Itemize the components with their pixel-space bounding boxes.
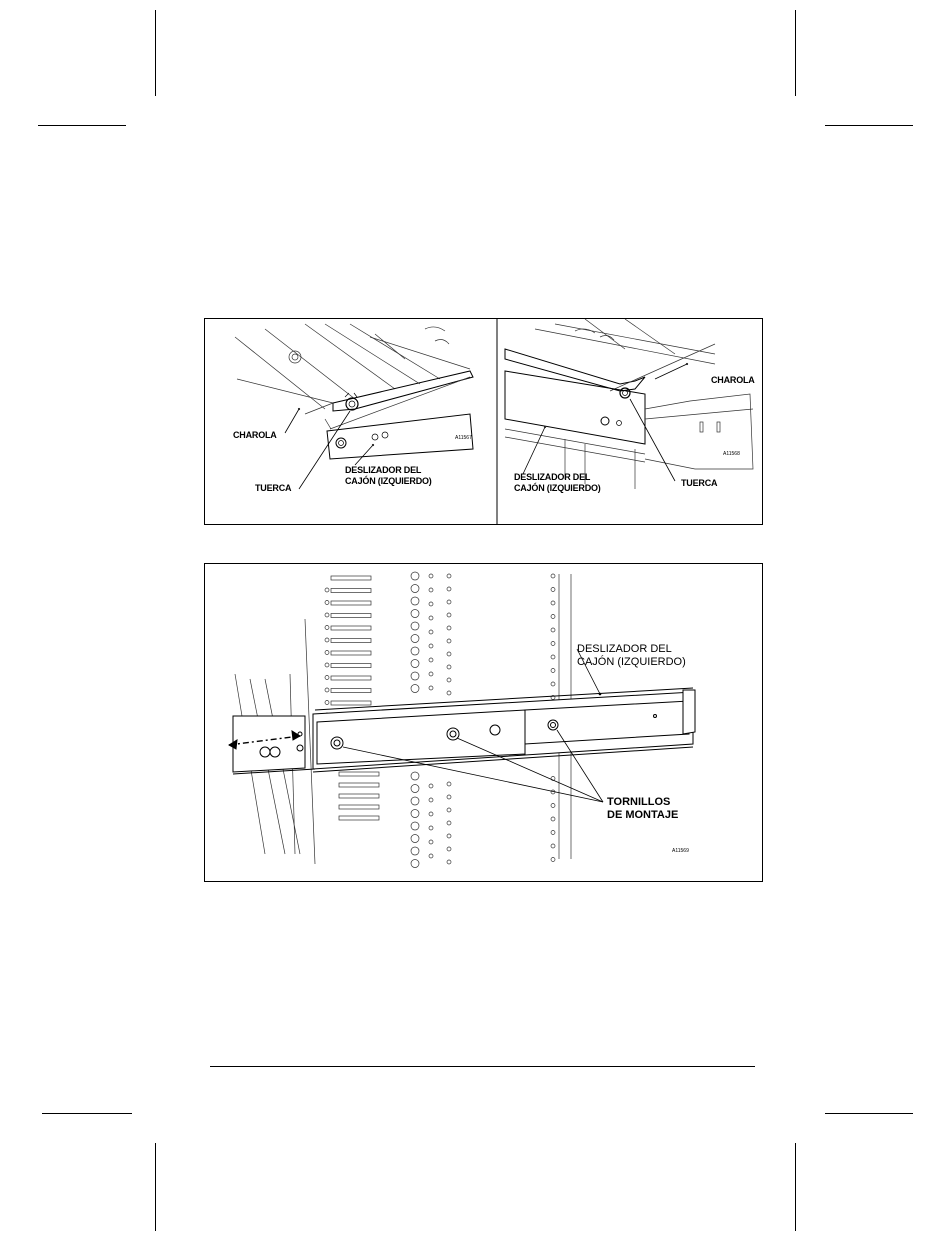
figure-bottom [204, 563, 763, 882]
crop-mark-bottom-right-horizontal [825, 1113, 913, 1114]
crop-mark-bottom-left-horizontal [42, 1113, 132, 1114]
label-left-slide-line2: CAJÓN (IZQUIERDO) [345, 476, 432, 486]
figure-code-left: A11567 [455, 435, 472, 441]
label-bottom-screws-line1: TORNILLOS [607, 796, 671, 808]
label-right-slide-line1: DESLIZADOR DEL [514, 472, 591, 482]
label-left-slide-line1: DESLIZADOR DEL [345, 465, 422, 475]
label-right-tray: CHAROLA [711, 375, 755, 385]
crop-mark-top-right-vertical [795, 10, 796, 96]
label-left-tray: CHAROLA [233, 430, 277, 440]
figure-code-right: A11568 [723, 451, 740, 457]
figure-bottom-drawing [205, 564, 762, 881]
label-bottom-slide-line2: CAJÓN (IZQUIERDO) [577, 656, 686, 668]
crop-mark-top-left-horizontal [38, 125, 126, 126]
crop-mark-bottom-left-vertical [155, 1143, 156, 1231]
label-bottom-slide-line1: DESLIZADOR DEL [577, 643, 672, 655]
label-right-slide-line2: CAJÓN (IZQUIERDO) [514, 483, 601, 493]
label-left-nut: TUERCA [255, 483, 292, 493]
crop-mark-bottom-right-vertical [795, 1143, 796, 1231]
label-right-nut: TUERCA [681, 478, 718, 488]
crop-mark-top-right-horizontal [825, 125, 913, 126]
figure-top [204, 318, 763, 525]
figure-code-bottom: A11569 [672, 848, 689, 854]
footer-rule [210, 1066, 755, 1067]
label-bottom-screws-line2: DE MONTAJE [607, 809, 679, 821]
crop-mark-top-left-vertical [155, 10, 156, 96]
